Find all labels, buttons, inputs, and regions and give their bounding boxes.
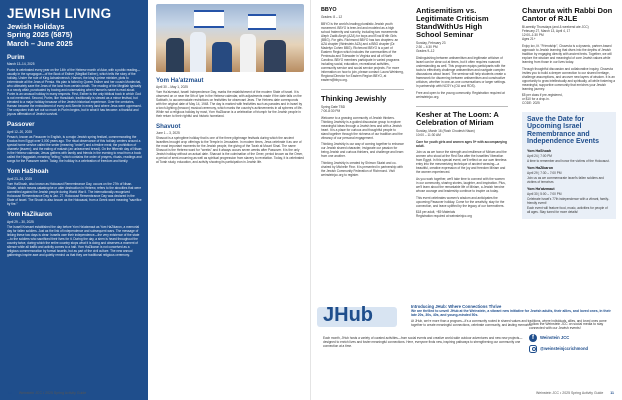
save-event-3-heading: Yom Ha'atzmaut — [527, 186, 555, 191]
left-footer — [8, 391, 86, 395]
purim-heading: Purim — [7, 54, 25, 62]
chavruta-text-3: $5 per class if pre-registered, or $10 for a drop-in. CODE: 2025 — [522, 93, 563, 106]
instagram-icon — [529, 345, 537, 353]
divider — [416, 106, 508, 107]
save-the-date-box — [522, 112, 616, 220]
save-event-3-date: April 30 | 5:00 – 7:00 PM — [527, 191, 562, 196]
right-footer — [536, 391, 614, 395]
kesher-text-3: This event celebrates women's wisdom and anticipates the upcoming Passover holiday. Come for the creativity, stay for the connection, and leave uplifted by the legacy of our foremothers. — [416, 195, 505, 208]
shavuot-text: Shavuot is a springtime holiday that is one of the three pilgrimage festivals during which the ancient Israelites brought crop offerings to the Temple in Jerusalem. In modern times, Jews celebrate it as one of the most important moments for the Jewish people, the giving of the Torah at Mount Sinai. The name Shavuot is the Hebrew word for "weeks" and it always occurs seven weeks after Passover. It is the only Jewish holiday without an actual date. Shavuot is the culmination of the Omer, period known as the Omer, a period of semi-mourning as well as spiritual progression from slavery to revelation. Today, it is celebrated at Torah study, education, and activity showing its participation in Jewish life. — [156, 136, 304, 165]
thinking-jewishly-text-2: Thinking Jewishly is our way of coming together to enhance our Jewish shared character, invigorate our passion for being Jewish and curious thinkers, and challenge and learn from one another. — [321, 142, 404, 159]
passover-heading: Passover — [7, 121, 35, 129]
yomhazikaron-heading: Yom HaZikaron — [7, 211, 52, 219]
antisemitism-meta: Sunday, February 23 2:30 – 4:30 PM Grades 9–12 — [416, 40, 446, 54]
save-event-1-text: A time to remember and honor the victims of the Holocaust. — [527, 158, 610, 163]
page-number: 11 — [610, 391, 614, 395]
footer-text: Weinstein JCC • 2025 Spring Activity Guide — [18, 391, 87, 395]
divider — [321, 89, 404, 90]
instagram-link[interactable] — [529, 345, 619, 353]
bbyo-title: BBYO — [321, 7, 337, 13]
jewish-living-column — [0, 0, 148, 400]
section-season: Spring 2025 (5875) — [7, 30, 73, 40]
social-media — [529, 322, 619, 353]
facebook-label: Weinstein JCC — [540, 335, 570, 340]
antisemitism-text-1: Distinguishing between antisemitism and legitimate criticism of Israel can be clear cut at times, but it often requires nuanced understanding as well. This program equips participants with the tools to effectively challenge antisemitism and navigate complex discussions about Israel. The seminar will help students create a framework for discerning between antisemitism and constructive criticism, whether in one-on-one conversations or larger settings. In partnership with NCSY's (OU and RDS). — [416, 55, 506, 89]
shavuot-date: June 1 – 3, 2025 — [156, 130, 180, 135]
yomhashoah-heading: Yom HaShoah — [7, 168, 49, 176]
kesher-meta: Sunday, March 16 (Rosh Chodesh Nisan) 10:00 – 11:30 AM — [416, 129, 475, 138]
passover-text: Pesach, known as Passover in English, is a major Jewish spring festival, commemorating the Exodus from Egypt over 3,000 years ago. The ritual observance of this holiday centers around a special home service called the seder (meaning "order") and a festive meal; the prohibition of chametz (leaven); and the eating of matzah (an unleavened bread). On the fifteenth day of Nisan in the Hebrew calendar, Jesus gathers with family and friends in the evening to read from a book called the Haggadah, meaning "telling," which contains the order of prayers, rituals, readings and songs for the Passover seder. Today, the holiday is a celebration of freedom and family. — [7, 135, 142, 164]
jhub-logo-text: JHub — [323, 304, 373, 326]
passover-date: April 12–20, 2025 — [7, 129, 32, 134]
jhub-text-2: Each month, JHub hosts a variety of curated activities—from social events and creative world-wide outdoor adventures and new new projects—designed to enrich lives and foster meaningful connections. Here, everyone finds new, inspiring pathways to strengthening our community one connection at a time. — [323, 336, 523, 349]
save-event-1-heading: Yom HaShoah — [527, 148, 552, 153]
jhub-subheading: We are thrilled to unveil JHub at the Weinstein, a vibrant new initiative for Jewish adults, their allies, and loved ones, in their late 20s, 30s, 40s, and young-minded 50s. — [411, 309, 611, 318]
chavruta-text-2: Through thoughtful discussion and collaborative inquiry, Chavruta invites you to build a deeper connection to our shared heritage, challenge assumptions, and uncover new layers of wisdom. It is an opportunity to grow intellectually and spiritually, all while fostering a meaningful, supportive community that enriches your Jewish learning journey. — [522, 66, 615, 91]
bbyo-text: BBYO is the world's leading pluralistic Jewish youth movement. BBYO is teen-led and modeled as a high school fraternity and sorority, including two movements: Aleph Zadik Aleph (AZA) for boys and B'nai B'rith Girls (BBG). For girls. Richmond BBYO has two chapters: an AZA chapter (Weinstein AZA) and a BBG chapter (Dr. Madelyn Cohen BBG). Richmond BBYO is a part of Eastern Region which includes the communities of the Peninsula and Tidewater in Virginia and all of North Carolina. BBYO members participate in varied programs including social, education, recreational activities, community service and social service projects. For more information on how to join, please contact: Laura Weinberg, Regional Director for Eastern Region BBYO, at eastern@bbyo.org. — [321, 21, 404, 83]
thinking-jewishly-text-3: Thinking Jewishly is created by Shimon Skaist and co-chaired by Michelle Firor. It is presented in partnership with the Jewish Community Federation of Richmond. Visit weinsteinjcc.org to register. — [321, 160, 403, 177]
yomhaatzmaut-text: Yom Ha'atzmaut, Israeli Independence Day, marks the establishment of the modern State of Israel. It is observed on or near the 5th of Iyar in the Hebrew calendar, with adjustments made if the date falls on the Sabbath, to accommodate restrictions on festivities for observant Jews. The Hebrew date corresponds with the original date of May 14, 1948. The day is marked with festivities such as parades and in Israel by a torch-lighting (beacon) musical ceremony, which marks the country's achievements in all spheres of life. While not a religious holiday by most, Yom HaZikaron is a celebration of triumph for the Jewish people in their return to their rightful and historic homeland. — [156, 90, 303, 119]
kesher-text-2: As you work together, we'll take time to connect with the women in our community, sharing stories, laughter, and inspiration. Plus, we'll learn about the remarkable life of Miriam, a Jewish heroine whose courage and leadership continue to inspire us today. — [416, 177, 506, 194]
kesher-text-1: Join us as we honor the strength and resilience of Miriam and the women who stood at the Red Sea after the Israelites' liberation from Egypt. In this special event, we'll reflect on our own timeless entry into the mesmerizing technique of ancient weaving—a beautiful, creative expression of the joy and freedom Miriam and the women experienced. — [416, 150, 507, 175]
facebook-link[interactable] — [529, 334, 619, 342]
yomhaatzmaut-heading: Yom Ha'atzmaut — [156, 77, 204, 84]
social-text: Follow the Weinstein JCC on social media to stay connected with our Jewish events! — [529, 322, 604, 331]
chavruta-text-1: Enjoy lox, lit. "Friendship", Chavruta is a dynamic, partner-based approach to Jewish learning that dives into the depths of Jewish tradition by engaging directly with ancient texts. Together, we will explore the wisdom and meaningful of core Jewish values while learning from those in our lives today. — [522, 44, 612, 65]
bbyo-meta: Grades: 8 – 12 — [321, 15, 343, 19]
save-event-1-date: April 24 | 7:00 PM — [527, 153, 552, 158]
jhub-heading: Introducing JHub: Where Connections Thrive — [411, 304, 502, 309]
holiday-column — [152, 0, 311, 400]
yomhaatzmaut-date: April 30 – May 1, 2025 — [156, 84, 188, 89]
jhub-text: At JHub, we're more than a program—it's a community rooted in shared values and traditions, where individuals, allies, and loved ones come together to create meaningful connections, celebrate community, and lasting memories. — [411, 319, 607, 328]
antisemitism-text-2: Free and open to the young community. Registration required at weinsteinjcc.org. — [416, 90, 505, 99]
yomhazikaron-text: The Israeli Knesset established the day before Yom Ha'atzmaut as Yom HaZikaron, a memorial day for fallen soldiers. Just as the link of independence and subsequent wars. The message of linking these two days is clear: Israelis owe their independence—the very existence of the state—to the soldiers who sacrificed their lives for it. During the day, a siren is heard throughout the country twice, during which the entire country stops what it is doing and observes a moment of silence while all traffic and activity comes to a halt. Yom HaZikaron is not conceived as a religious commemoration by formal Israelis, but as part of the civil culture. The new annual gatherings inspire awe and quietly remind us that they are traditional religious ceremony. — [7, 225, 140, 258]
kesher-text-4: $18 per adult, +$9 Materials Registration required at weinsteinjcc.org — [416, 210, 472, 219]
kesher-title: Kesher at The Loom: A Celebration of Miriam — [416, 110, 499, 128]
section-title: JEWISH LIVING — [7, 6, 112, 21]
section-range: March – June 2025 — [7, 39, 73, 49]
thinking-jewishly-title: Thinking Jewishly — [321, 93, 387, 103]
save-event-3-text: Celebrate Israel's 77th independence with a vibrant, family-friendly event! — [527, 196, 610, 205]
instagram-label: @weinsteinjccrichmond — [540, 346, 589, 351]
chavruta-meta: Bi-weekly Thursdays (and & weekend ate JCC) February 27, March 13, April 4, 17 12:00–1:30 PM Ages 21+ — [522, 24, 589, 42]
section-subtitle: Jewish Holidays — [7, 21, 65, 31]
facebook-icon: f — [529, 334, 537, 342]
jhub-logo — [323, 304, 409, 330]
purim-date: March 13–14, 2025 — [7, 62, 35, 67]
israel-flags-photo — [156, 4, 304, 72]
yomhashoah-text: Yom HaShoah, also known as Holocaust Remembrance Day, occurs on the 27th of Nisan. Shoah, which means catastrophe or utter destruction in Hebrew, refers to the atrocities that were committed against the Jewish people during World War II. The internationally-recognized Holocaust Remembrance Day is Jan. 27. Holocaust Remembrance Day was declared in the State of Israel. The Shoah is also known as the Holocaust, from a Greek word meaning "sacrifice by fire." — [7, 182, 142, 207]
save-the-date-title: Save the Date for Upcoming Israel Remembrance and Independence Events — [527, 115, 599, 146]
right-page — [311, 0, 622, 400]
kesher-audience: Care for youth girls and women ages 5+ with accompanying adult. — [416, 139, 507, 148]
page-number: 10 — [8, 391, 12, 395]
shavuot-heading: Shavuot — [156, 123, 181, 131]
save-event-2-date: April 29 | 7:30 – 7:00 PM — [527, 170, 562, 175]
chavruta-title: Chavruta with Rabbi Don Cantor of RJLE — [522, 6, 613, 23]
thinking-jewishly-meta: Spring Date TBD 7:00-8:30 PM — [321, 104, 346, 113]
purim-text: Purim is celebrated every year on the 14th of the Hebrew month of Adar, with a public reading—usually in the synagogue—of the Book of Esther (Megillat Esther), which tells the story of the holiday. Under the rule of King Achashverosh, Haman, the king's prime minister, plots to exterminate all the Jews of Persia. His plan is foiled by Queen Esther and her cousin Mordechai, who ultimately save the Jews of the land from certain death. The reading of the Megillah typically is a rowdy affair, punctuated by booing and noisemaking when Haman's name is read aloud. Purim is an unusual holiday in many respects. First, Esther is the only biblical book in which God is not mentioned. Second, Purim, like Hanukkah, traditionally is viewed as a minor festival, but elevated to a major holiday because of the Jewish historical experience. Over the centuries, Haman became the embodiment of every anti-Semite in every land where Jews were oppressed. The unspoken truth set out so much in Purim begins, but in what it has become: a thankful and joyous affirmation of Jewish survival. — [7, 67, 142, 117]
save-event-2-text: Join us as we commemorate Israel's fallen soldiers and victims of terrorism. — [527, 175, 604, 184]
save-event-2-heading: Yom HaZikaron — [527, 165, 554, 170]
antisemitism-title: Antisemitism vs. Legitimate Criticism StandWithUs High School Seminar — [416, 6, 489, 39]
footer-text: Weinstein JCC • 2025 Spring Activity Guide — [536, 391, 604, 395]
save-event-footer: Each event will feature food, music, activities for people of all ages. Stay tuned for more details! — [527, 205, 608, 214]
thinking-jewishly-text-1: Welcome to a growing community of Jewish thinkers. Thinking Jewishly is a guided discussion group to explore meaningful ideas through a Jewish lens and with a Jewish heart. It is a place for curious and thoughtful people to stand together through the richness of our tradition and the vibrancy of our personal engagement. — [321, 115, 403, 140]
yomhashoah-date: April 23–24, 2025 — [7, 176, 32, 181]
yomhazikaron-date: April 29 – 30, 2025 — [7, 219, 34, 224]
